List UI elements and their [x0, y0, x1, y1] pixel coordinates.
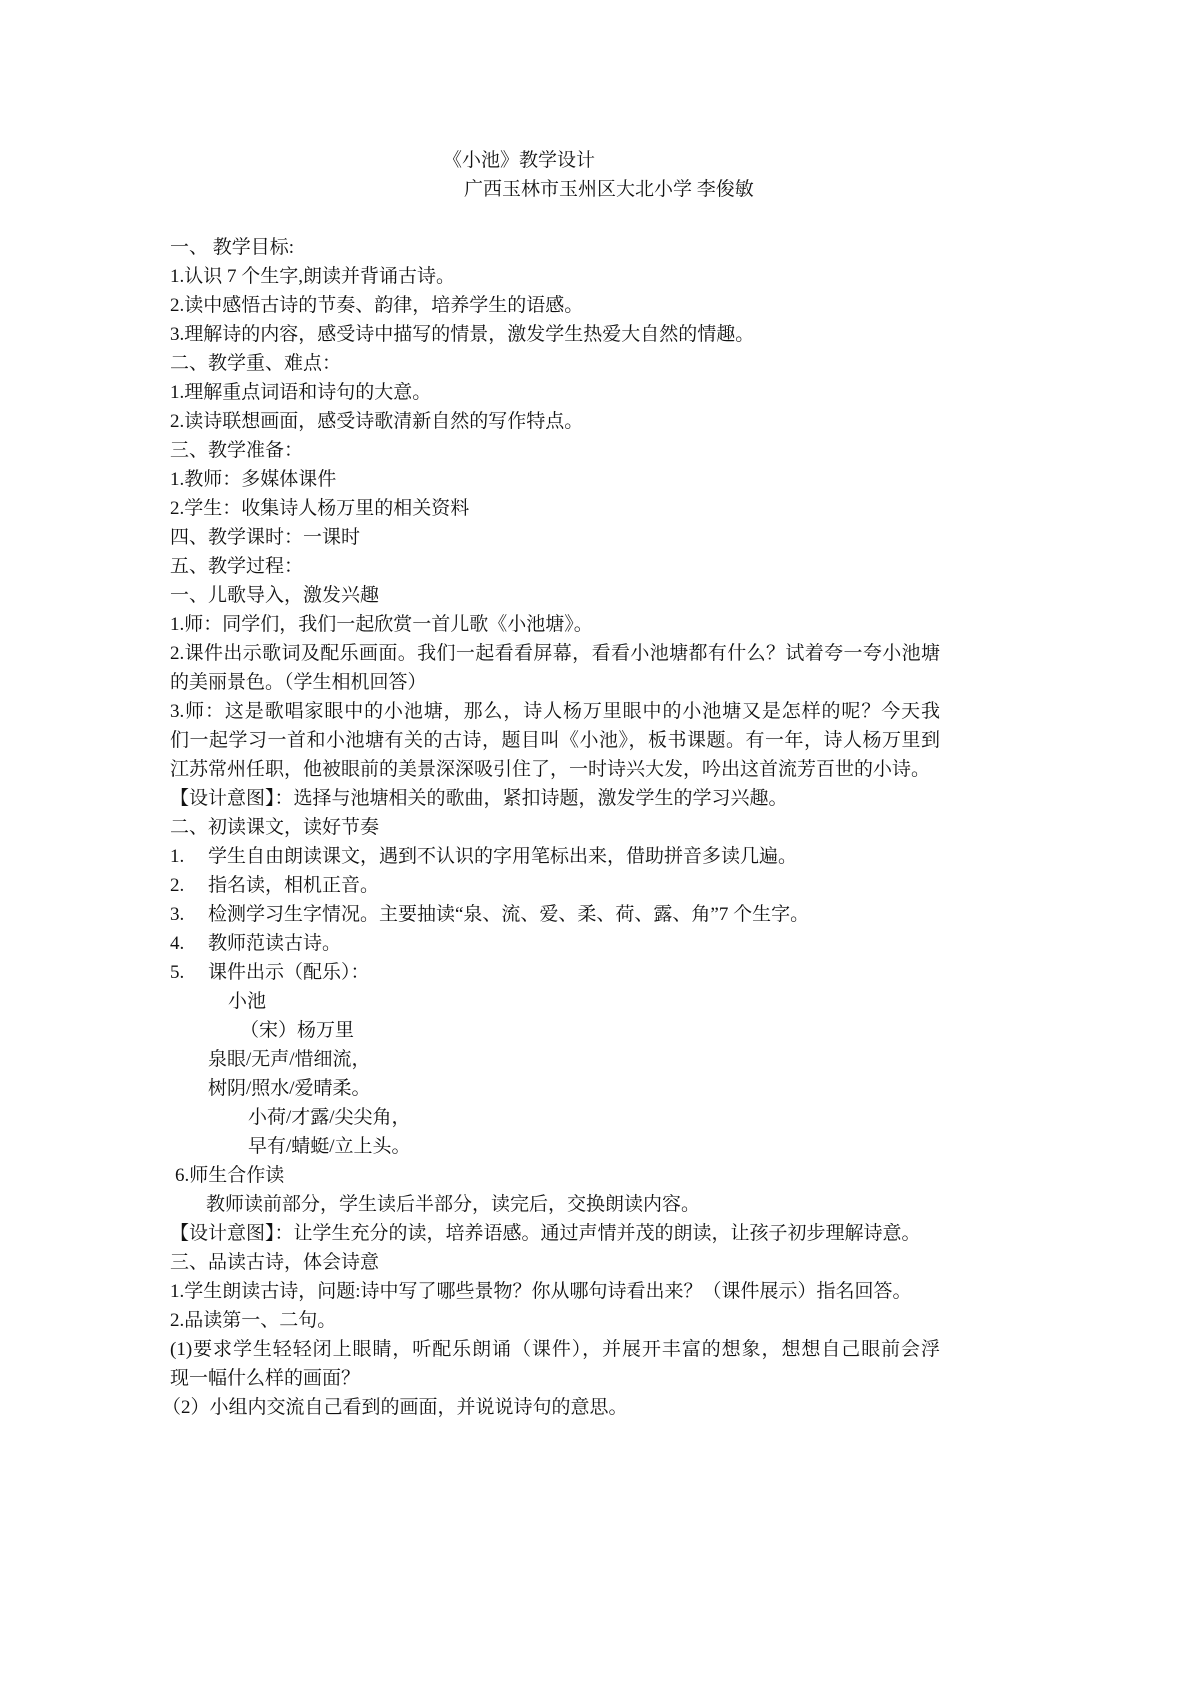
- key-point-item: 1.理解重点词语和诗句的大意。: [170, 382, 432, 403]
- design-intent: 【设计意图】：让学生充分的读，培养语感。通过声情并茂的朗读，让孩子初步理解诗意。: [170, 1223, 921, 1244]
- item-text: 教师范读古诗。: [208, 933, 342, 954]
- item-text: 学生自由朗读课文，遇到不认识的字用笔标出来，借助拼音多读几遍。: [208, 846, 798, 867]
- section-preparation: [170, 436, 1191, 523]
- section-process: [162, 552, 1191, 1422]
- preparation-item: 2.学生：收集诗人杨万里的相关资料: [170, 498, 470, 519]
- part-heading: 一、儿歌导入，激发兴趣: [170, 585, 380, 606]
- poem-line: 树阴/照水/爱晴柔。: [208, 1078, 371, 1099]
- paragraph-line: (1)要求学生轻轻闭上眼睛，听配乐朗诵（课件），并展开丰富的想象，想想自己眼前会浮: [170, 1339, 940, 1360]
- paragraph-line: 现一幅什么样的画面？: [170, 1368, 361, 1389]
- step-6-text: 教师读前部分，学生读后半部分，读完后，交换朗读内容。: [206, 1194, 701, 1215]
- objective-item: 2.读中感悟古诗的节奏、韵律，培养学生的语感。: [170, 295, 584, 316]
- section-key-points: [170, 349, 1191, 436]
- preparation-item: 1.教师：多媒体课件: [170, 469, 337, 490]
- document-title: 《小池》教学设计: [443, 150, 596, 171]
- process-part-2: [170, 813, 1191, 1248]
- process-part-1: [170, 581, 1191, 813]
- section-class-hours: 四、教学课时：一课时: [170, 527, 361, 548]
- section-heading-process: 五、教学过程：: [170, 556, 304, 577]
- paragraph-line: 的美丽景色。（学生相机回答）: [170, 672, 427, 693]
- numbered-item: [170, 842, 1191, 871]
- paragraph-line: 2.品读第一、二句。: [170, 1310, 337, 1331]
- section-heading-objectives: 一、 教学目标:: [170, 237, 295, 258]
- author-byline: 广西玉林市玉州区大北小学 李俊敏: [464, 179, 754, 200]
- blank-line: [170, 204, 1191, 233]
- key-point-item: 2.读诗联想画面，感受诗歌清新自然的写作特点。: [170, 411, 584, 432]
- objective-item: 3.理解诗的内容，感受诗中描写的情景，激发学生热爱大自然的情趣。: [170, 324, 755, 345]
- poem-author: （宋）杨万里: [240, 1020, 355, 1041]
- item-number: 2.: [170, 875, 185, 896]
- paragraph-line: 1.师：同学们，我们一起欣赏一首儿歌《小池塘》。: [170, 614, 593, 635]
- process-part-3: [162, 1248, 1191, 1422]
- poem-block: [170, 987, 1191, 1161]
- paragraph-line: （2）小组内交流自己看到的画面，并说说诗句的意思。: [162, 1397, 628, 1418]
- poem-line: 早有/蜻蜓/立上头。: [248, 1136, 411, 1157]
- numbered-item: [170, 929, 1191, 958]
- poem-line: 泉眼/无声/惜细流，: [208, 1049, 371, 1070]
- item-number: 5.: [170, 962, 185, 983]
- section-objectives: [170, 233, 1191, 349]
- paragraph-line: 们一起学习一首和小池塘有关的古诗，题目叫《小池》，板书课题。有一年，诗人杨万里到: [170, 730, 940, 751]
- design-intent: 【设计意图】：选择与池塘相关的歌曲，紧扣诗题，激发学生的学习兴趣。: [170, 788, 788, 809]
- step-6-label: 6.师生合作读: [175, 1165, 285, 1186]
- numbered-item: [170, 871, 1191, 900]
- poem-line: 小荷/才露/尖尖角，: [248, 1107, 411, 1128]
- paragraph-line: 江苏常州任职，他被眼前的美景深深吸引住了，一时诗兴大发，吟出这首流芳百世的小诗。: [170, 759, 931, 780]
- numbered-item: [170, 958, 1191, 987]
- item-number: 1.: [170, 846, 185, 867]
- item-text: 指名读，相机正音。: [208, 875, 380, 896]
- numbered-item: [170, 900, 1191, 929]
- part-heading: 三、品读古诗，体会诗意: [170, 1252, 380, 1273]
- objective-item: 1.认识 7 个生字,朗读并背诵古诗。: [170, 266, 456, 287]
- item-text: 检测学习生字情况。主要抽读“泉、流、爱、柔、荷、露、角”7 个生字。: [208, 904, 810, 925]
- section-heading-key-points: 二、教学重、难点：: [170, 353, 342, 374]
- part-heading: 二、初读课文，读好节奏: [170, 817, 380, 838]
- paragraph-line: 2.课件出示歌词及配乐画面。我们一起看看屏幕，看看小池塘都有什么？试着夸一夸小池塘: [170, 643, 940, 664]
- item-text: 课件出示（配乐）：: [208, 962, 370, 983]
- poem-title: 小池: [228, 991, 267, 1012]
- item-number: 4.: [170, 933, 185, 954]
- paragraph-line: 3.师：这是歌唱家眼中的小池塘，那么，诗人杨万里眼中的小池塘又是怎样的呢？今天我: [170, 701, 940, 722]
- section-heading-preparation: 三、教学准备：: [170, 440, 304, 461]
- paragraph-line: 1.学生朗读古诗，问题:诗中写了哪些景物？你从哪句诗看出来？（课件展示）指名回答。: [170, 1281, 912, 1302]
- item-number: 3.: [170, 904, 185, 925]
